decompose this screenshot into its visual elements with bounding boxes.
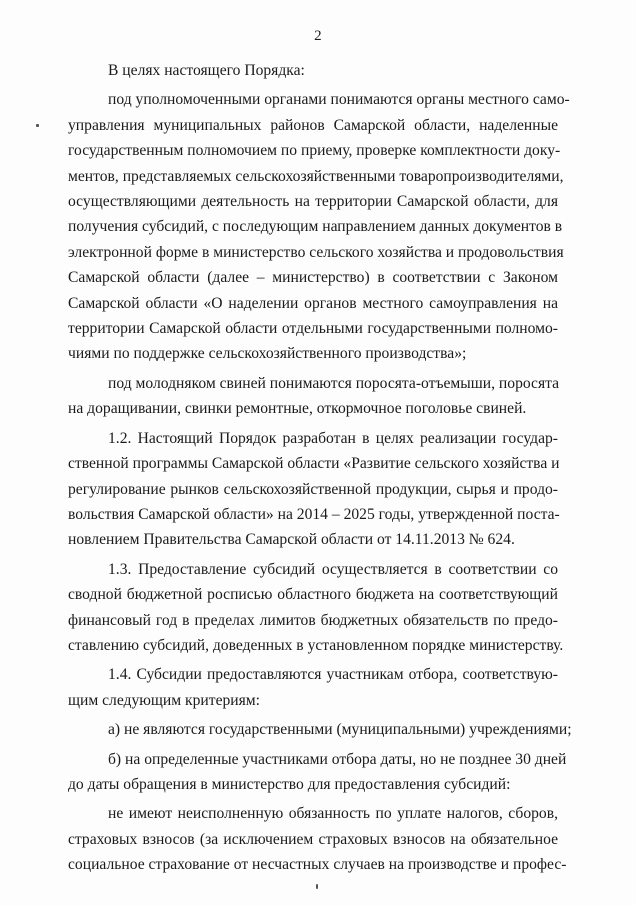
text-line: финансовый год в пределах лимитов бюджетных обязательств по предо-	[68, 611, 558, 629]
text-line: а) не являются государственными (муниципальными) учреждениями;	[108, 721, 572, 739]
text-line: до даты обращения в министерство для предоставления субсидий:	[68, 775, 511, 793]
document-body	[68, 58, 572, 882]
text-line: ставлению субсидий, доведенных в установленном порядке министерству.	[68, 636, 564, 654]
text-line: электронной форме в министерство сельского хозяйства и продовольствия	[68, 243, 564, 261]
paragraph	[68, 801, 567, 877]
text-line: получения субсидий, с последующим направлением данных документов в	[68, 218, 563, 236]
paragraph	[68, 371, 558, 422]
paragraph	[68, 662, 558, 713]
text-line: б) на определенные участниками отбора даты, но не позднее 30 дней	[108, 750, 567, 768]
text-line: социальное страхование от несчастных случаев на производстве и профес-	[68, 856, 567, 874]
text-line: территории Самарской области отдельными государственными полномо-	[68, 320, 558, 338]
paragraph	[68, 717, 572, 742]
text-line: ментов, представляемых сельскохозяйственными товаропроизводителями,	[68, 167, 564, 185]
text-line: сводной бюджетной росписью областного бюджета на соответствующий	[68, 586, 558, 604]
text-line: новлением Правительства Самарской области от 14.11.2013 № 624.	[68, 531, 515, 549]
text-line: 1.3. Предоставление субсидий осуществляется в соответствии со	[108, 560, 558, 578]
text-line: страховых взносов (за исключением страховых взносов на обязательное	[68, 830, 558, 848]
text-line: государственным полномочием по приему, проверке комплектности доку-	[68, 142, 561, 160]
text-line: Самарской области (далее – министерство) в соответствии с Законом	[68, 269, 558, 287]
paragraph	[68, 426, 558, 553]
paragraph	[68, 557, 564, 659]
text-line: щим следующим критериям:	[68, 691, 261, 709]
text-line: чиями по поддержке сельскохозяйственного производства»;	[68, 345, 467, 363]
scan-artifact	[316, 884, 318, 889]
text-line: на доращивании, свинки ремонтные, откормочное поголовье свиней.	[68, 400, 527, 418]
text-line: ственной программы Самарской области «Развитие сельского хозяйства и	[68, 455, 560, 473]
text-line: Самарской области «О наделении органов местного самоуправления на	[68, 294, 558, 312]
scan-artifact	[36, 124, 39, 127]
text-line: под уполномоченными органами понимаются органы местного само-	[108, 91, 570, 109]
text-line: управления муниципальных районов Самарской области, наделенные	[68, 116, 558, 134]
text-line: под молодняком свиней понимаются поросята-отъемыши, поросята	[108, 374, 560, 392]
text-line: осуществляющими деятельность на территории Самарской области, для	[68, 193, 558, 211]
text-line: В целях настоящего Порядка:	[108, 62, 305, 79]
paragraph	[68, 747, 567, 798]
text-line: вольствия Самарской области» на 2014 – 2025 годы, утвержденной поста-	[68, 505, 560, 523]
text-line: 1.2. Настоящий Порядок разработан в целях реализации государ-	[108, 429, 558, 447]
page-number: 2	[314, 28, 322, 44]
text-line: регулирование рынков сельскохозяйственной продукции, сырья и продо-	[68, 480, 558, 498]
paragraph	[68, 87, 570, 366]
text-line: 1.4. Субсидии предоставляются участникам отбора, соответствую-	[108, 666, 558, 684]
paragraph	[68, 58, 558, 83]
text-line: не имеют неисполненную обязанность по уплате налогов, сборов,	[108, 805, 558, 823]
